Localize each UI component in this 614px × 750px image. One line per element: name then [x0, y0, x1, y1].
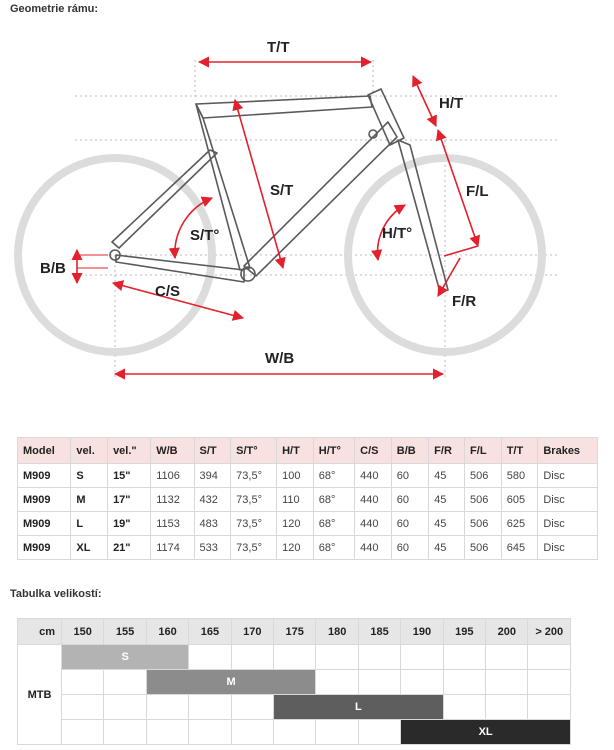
- size-row-m: [18, 670, 571, 695]
- col-header: vel.": [108, 438, 151, 464]
- geometry-cell: 506: [465, 512, 502, 536]
- col-header: F/R: [429, 438, 465, 464]
- height-cell: 180: [316, 619, 358, 645]
- empty-cell: [146, 720, 188, 745]
- height-cell: 185: [358, 619, 400, 645]
- geometry-cell: 506: [465, 488, 502, 512]
- geometry-cell: XL: [71, 536, 108, 560]
- empty-cell: [316, 720, 358, 745]
- geometry-cell: 440: [355, 512, 392, 536]
- label-st: S/T: [270, 182, 294, 199]
- geometry-cell: 533: [194, 536, 231, 560]
- empty-cell: [443, 645, 485, 670]
- geometry-cell: 605: [501, 488, 538, 512]
- geometry-cell: M909: [18, 536, 71, 560]
- label-fl: F/L: [466, 183, 489, 200]
- geometry-cell: 625: [501, 512, 538, 536]
- geometry-header-row: [18, 438, 598, 464]
- label-bb: B/B: [40, 260, 66, 277]
- empty-cell: [231, 645, 273, 670]
- geometry-cell: Disc: [538, 512, 598, 536]
- height-cell: 165: [189, 619, 231, 645]
- empty-cell: [231, 720, 273, 745]
- geometry-cell: 68°: [313, 464, 354, 488]
- label-cs: C/S: [155, 283, 181, 300]
- empty-cell: [104, 720, 146, 745]
- height-cell: 175: [274, 619, 316, 645]
- geometry-cell: 394: [194, 464, 231, 488]
- empty-cell: [486, 645, 528, 670]
- geometry-cell: M909: [18, 488, 71, 512]
- geometry-row: [18, 512, 598, 536]
- geometry-cell: 506: [465, 536, 502, 560]
- geometry-cell: 60: [391, 536, 428, 560]
- height-cell: 160: [146, 619, 188, 645]
- size-row-xl: [18, 720, 571, 745]
- geometry-cell: M909: [18, 512, 71, 536]
- geometry-cell: 1153: [151, 512, 194, 536]
- empty-cell: [274, 720, 316, 745]
- geometry-cell: 483: [194, 512, 231, 536]
- col-header: Model: [18, 438, 71, 464]
- geometry-cell: 15": [108, 464, 151, 488]
- geometry-cell: 68°: [313, 536, 354, 560]
- geometry-table: [17, 437, 598, 560]
- height-cell: > 200: [528, 619, 571, 645]
- empty-cell: [189, 720, 231, 745]
- label-sta: S/T°: [190, 227, 220, 244]
- geometry-cell: 506: [465, 464, 502, 488]
- geometry-title: Geometrie rámu:: [10, 3, 99, 15]
- empty-cell: [146, 695, 188, 720]
- empty-cell: [316, 645, 358, 670]
- col-header: Brakes: [538, 438, 598, 464]
- empty-cell: [443, 670, 485, 695]
- geometry-cell: 73,5°: [231, 536, 277, 560]
- height-cell: 195: [443, 619, 485, 645]
- label-wb: W/B: [265, 350, 295, 367]
- geometry-cell: 60: [391, 488, 428, 512]
- geometry-cell: 1174: [151, 536, 194, 560]
- col-header: T/T: [501, 438, 538, 464]
- geometry-cell: 440: [355, 536, 392, 560]
- geometry-cell: 60: [391, 512, 428, 536]
- geometry-cell: 432: [194, 488, 231, 512]
- height-cell: 170: [231, 619, 273, 645]
- height-cell: 200: [486, 619, 528, 645]
- col-header: S/T: [194, 438, 231, 464]
- empty-cell: [401, 670, 443, 695]
- col-header: H/T°: [313, 438, 354, 464]
- size-bar-xl: XL: [401, 720, 571, 745]
- empty-cell: [358, 670, 400, 695]
- unit-label: cm: [18, 619, 62, 645]
- col-header: C/S: [355, 438, 392, 464]
- empty-cell: [358, 645, 400, 670]
- geometry-cell: Disc: [538, 464, 598, 488]
- col-header: vel.: [71, 438, 108, 464]
- size-row-s: [18, 645, 571, 670]
- geometry-cell: 73,5°: [231, 512, 277, 536]
- size-row-l: [18, 695, 571, 720]
- geometry-row: [18, 536, 598, 560]
- geometry-cell: Disc: [538, 488, 598, 512]
- col-header: H/T: [277, 438, 314, 464]
- col-header: S/T°: [231, 438, 277, 464]
- empty-cell: [274, 645, 316, 670]
- empty-cell: [486, 670, 528, 695]
- geometry-cell: 19": [108, 512, 151, 536]
- geometry-cell: Disc: [538, 536, 598, 560]
- empty-cell: [401, 645, 443, 670]
- category-label: MTB: [18, 645, 62, 745]
- empty-cell: [62, 695, 104, 720]
- geometry-cell: 60: [391, 464, 428, 488]
- geometry-cell: 17": [108, 488, 151, 512]
- geometry-cell: 73,5°: [231, 488, 277, 512]
- col-header: W/B: [151, 438, 194, 464]
- empty-cell: [62, 670, 104, 695]
- geometry-cell: 120: [277, 536, 314, 560]
- geometry-cell: 645: [501, 536, 538, 560]
- empty-cell: [528, 645, 571, 670]
- geometry-cell: L: [71, 512, 108, 536]
- size-bar-m: M: [146, 670, 316, 695]
- empty-cell: [486, 695, 528, 720]
- empty-cell: [104, 670, 146, 695]
- geometry-cell: 110: [277, 488, 314, 512]
- geometry-cell: 1132: [151, 488, 194, 512]
- geometry-cell: 68°: [313, 512, 354, 536]
- geometry-cell: 440: [355, 464, 392, 488]
- geometry-cell: 21": [108, 536, 151, 560]
- label-fr: F/R: [452, 293, 477, 310]
- height-cell: 155: [104, 619, 146, 645]
- size-table: [17, 618, 571, 745]
- geometry-cell: S: [71, 464, 108, 488]
- geometry-cell: 100: [277, 464, 314, 488]
- label-tt: T/T: [267, 39, 290, 56]
- empty-cell: [528, 695, 571, 720]
- geometry-row: [18, 488, 598, 512]
- label-hta: H/T°: [382, 225, 413, 242]
- geometry-cell: 440: [355, 488, 392, 512]
- empty-cell: [189, 645, 231, 670]
- geometry-cell: 73,5°: [231, 464, 277, 488]
- geometry-cell: 45: [429, 488, 465, 512]
- empty-cell: [528, 670, 571, 695]
- col-header: B/B: [391, 438, 428, 464]
- empty-cell: [189, 695, 231, 720]
- geometry-cell: M909: [18, 464, 71, 488]
- empty-cell: [316, 670, 358, 695]
- geometry-cell: 120: [277, 512, 314, 536]
- empty-cell: [104, 695, 146, 720]
- empty-cell: [358, 720, 400, 745]
- empty-cell: [443, 695, 485, 720]
- empty-cell: [62, 720, 104, 745]
- size-table-title: Tabulka velikostí:: [10, 588, 102, 600]
- height-cell: 150: [62, 619, 104, 645]
- size-bar-l: L: [274, 695, 444, 720]
- empty-cell: [231, 695, 273, 720]
- size-bar-s: S: [62, 645, 189, 670]
- geometry-row: [18, 464, 598, 488]
- geometry-cell: 580: [501, 464, 538, 488]
- geometry-cell: 45: [429, 536, 465, 560]
- height-cell: 190: [401, 619, 443, 645]
- frame-geometry-diagram: [0, 18, 614, 398]
- geometry-cell: 68°: [313, 488, 354, 512]
- size-header-row: [18, 619, 571, 645]
- geometry-cell: 45: [429, 512, 465, 536]
- geometry-cell: M: [71, 488, 108, 512]
- col-header: F/L: [465, 438, 502, 464]
- label-ht: H/T: [439, 95, 464, 112]
- geometry-cell: 1106: [151, 464, 194, 488]
- geometry-cell: 45: [429, 464, 465, 488]
